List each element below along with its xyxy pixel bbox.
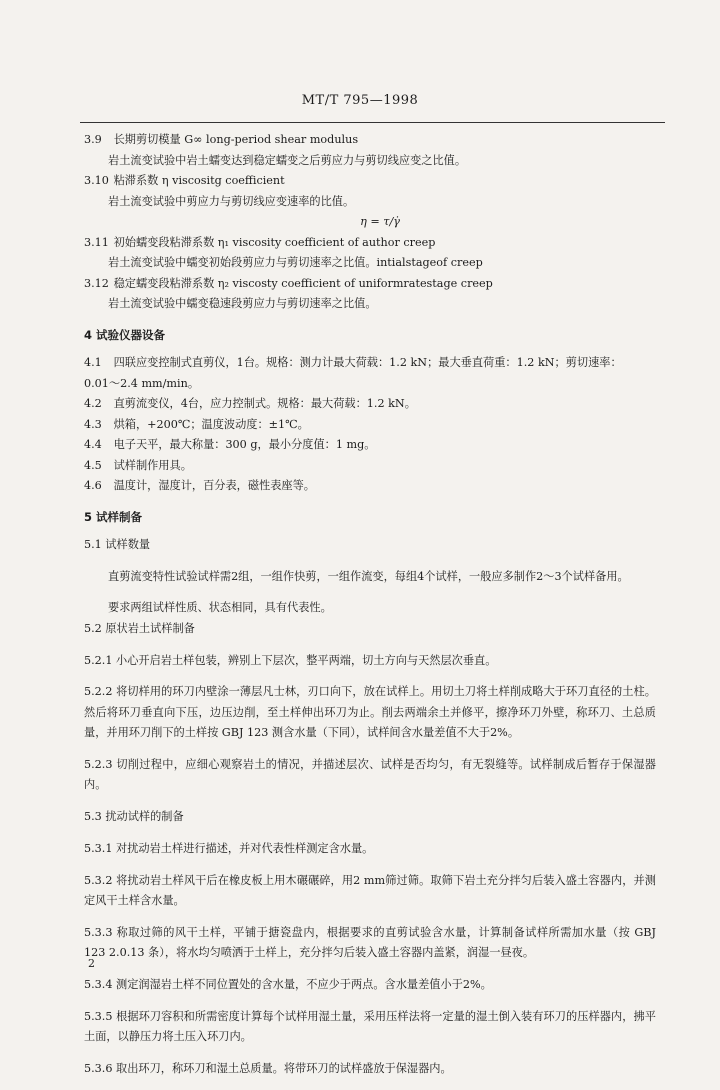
definition-3-9 — [84, 130, 656, 171]
item-text: 直剪流变仪，4台，应力控制式。规格：最大荷载：1.2 kN。 — [113, 397, 416, 410]
section-4-title: 4 试验仪器设备 — [84, 327, 166, 342]
item-4-4 — [84, 435, 656, 456]
definition-text: 岩土流变试验中蠕变稳速段剪应力与剪切速率之比值。 — [108, 297, 377, 310]
term: 粘滞系数 η viscositg coefficient — [113, 174, 285, 187]
term: 稳定蠕变段粘滞系数 η₂ viscosty coefficient of uniformratestage creep — [113, 276, 493, 290]
term: 初始蠕变段粘滞系数 η₁ viscosity coefficient of author creep — [113, 235, 436, 249]
clause-5-3-1: 5.3.1 对扰动岩土样进行描述，并对代表性样测定含水量。 — [84, 841, 374, 855]
definition-3-11 — [84, 233, 656, 274]
clause-5-3-4: 5.3.4 测定润湿岩土样不同位置处的含水量，不应少于两点。含水量差值小于2%。 — [84, 977, 492, 991]
clause-5-3-2: 5.3.2 将扰动岩土样风干后在橡皮板上用木碾碾碎，用2 mm筛过筛。取筛下岩土充分拌匀后装入盛土容器内，并测定风干土样含水量。 — [84, 873, 656, 907]
document-body — [84, 130, 656, 1090]
item-4-5 — [84, 456, 656, 477]
clause-5-2-1: 5.2.1 小心开启岩土样包装，辨别上下层次，整平两端，切土方向与天然层次垂直。 — [84, 653, 497, 667]
clause-5-3-3: 5.3.3 称取过筛的风干土样，平铺于搪瓷盘内，根据要求的直剪试验含水量，计算制备试样所需加水量（按 GBJ 123 2.0.13 条），将水均匀喷洒于土样上，充分拌匀后装入盛土容器内盖紧，润湿一昼夜。 — [84, 925, 656, 960]
definition-text: 岩土流变试验中岩土蠕变达到稳定蠕变之后剪应力与剪切线应变之比值。 — [108, 153, 467, 167]
clause-number: 4.4 — [84, 438, 102, 451]
definition-text: 岩土流变试验中蠕变初始段剪应力与剪切速率之比值。intialstageof creep — [108, 256, 483, 269]
clause-5-1-paragraph-2: 要求两组试样性质、状态相同，具有代表性。 — [108, 601, 332, 615]
clause-5-2-title: 5.2 原状岩土试样制备 — [84, 621, 195, 635]
item-text: 温度计，湿度计，百分表，磁性表座等。 — [113, 479, 315, 492]
item-4-2 — [84, 394, 656, 415]
formula: η = τ/γ̇ — [360, 215, 400, 228]
clause-number: 4.6 — [84, 479, 102, 492]
item-4-6 — [84, 476, 656, 497]
section-5-title: 5 试样制备 — [84, 509, 143, 524]
item-text: 试样制作用具。 — [113, 458, 192, 472]
clause-number: 3.10 — [84, 174, 109, 187]
item-4-1-cont: 0.01～2.4 mm/min。 — [84, 376, 200, 390]
clause-number: 3.11 — [84, 235, 109, 249]
definition-3-12 — [84, 274, 656, 315]
clause-5-2-2: 5.2.2 将切样用的环刀内壁涂一薄层凡士林，刃口向下，放在试样上。用切土刀将土样削成略大于环刀直径的土柱。然后将环刀垂直向下压，边压边削，至土样伸出环刀为止。削去两端余土并修平，擦净环刀外壁，称环刀、土总质量，并用环刀削下的土样按 GBJ 123 测含水量（下同），试样间含水量差值不大于2%。 — [84, 685, 656, 740]
clause-5-3-title: 5.3 扰动试样的制备 — [84, 810, 184, 824]
clause-number: 4.1 — [84, 356, 102, 369]
clause-number: 3.12 — [84, 276, 109, 290]
clause-number: 4.2 — [84, 397, 102, 410]
clause-number: 4.5 — [84, 458, 102, 472]
item-text: 电子天平，最大称量：300 g，最小分度值：1 mg。 — [113, 438, 376, 451]
item-4-3 — [84, 415, 656, 436]
clause-5-3-5: 5.3.5 根据环刀容积和所需密度计算每个试样用湿土量，采用压样法将一定量的湿土倒入装有环刀的压样器内，拂平土面，以静压力将土压入环刀内。 — [84, 1009, 656, 1044]
item-text: 四联应变控制式直剪仪，1台。规格：测力计最大荷载：1.2 kN；最大垂直荷重：1.2 kN；剪切速率： — [113, 356, 622, 369]
term: 长期剪切模量 G∞ long-period shear modulus — [113, 133, 359, 146]
definition-3-10 — [84, 171, 656, 233]
item-text: 烘箱，+200℃；温度波动度：±1℃。 — [113, 417, 309, 431]
page-number: 2 — [88, 957, 95, 970]
clause-number: 3.9 — [84, 133, 102, 146]
definition-text: 岩土流变试验中剪应力与剪切线应变速率的比值。 — [108, 194, 355, 208]
clause-5-3-6: 5.3.6 取出环刀，称环刀和湿土总质量。将带环刀的试样盛放于保湿器内。 — [84, 1061, 452, 1075]
item-4-1 — [84, 353, 656, 374]
clause-number: 4.3 — [84, 417, 102, 431]
clause-5-1-title: 5.1 试样数量 — [84, 538, 151, 551]
standard-header: MT/T 795—1998 — [301, 93, 419, 108]
clause-5-1-paragraph-1: 直剪流变特性试验试样需2组，一组作快剪，一组作流变，每组4个试样，一般应多制作2～3个试样备用。 — [108, 569, 629, 583]
header-rule — [80, 122, 665, 123]
clause-5-2-3: 5.2.3 切削过程中，应细心观察岩土的情况，并描述层次、试样是否均匀，有无裂缝等。试样制成后暂存于保湿器内。 — [84, 757, 656, 792]
